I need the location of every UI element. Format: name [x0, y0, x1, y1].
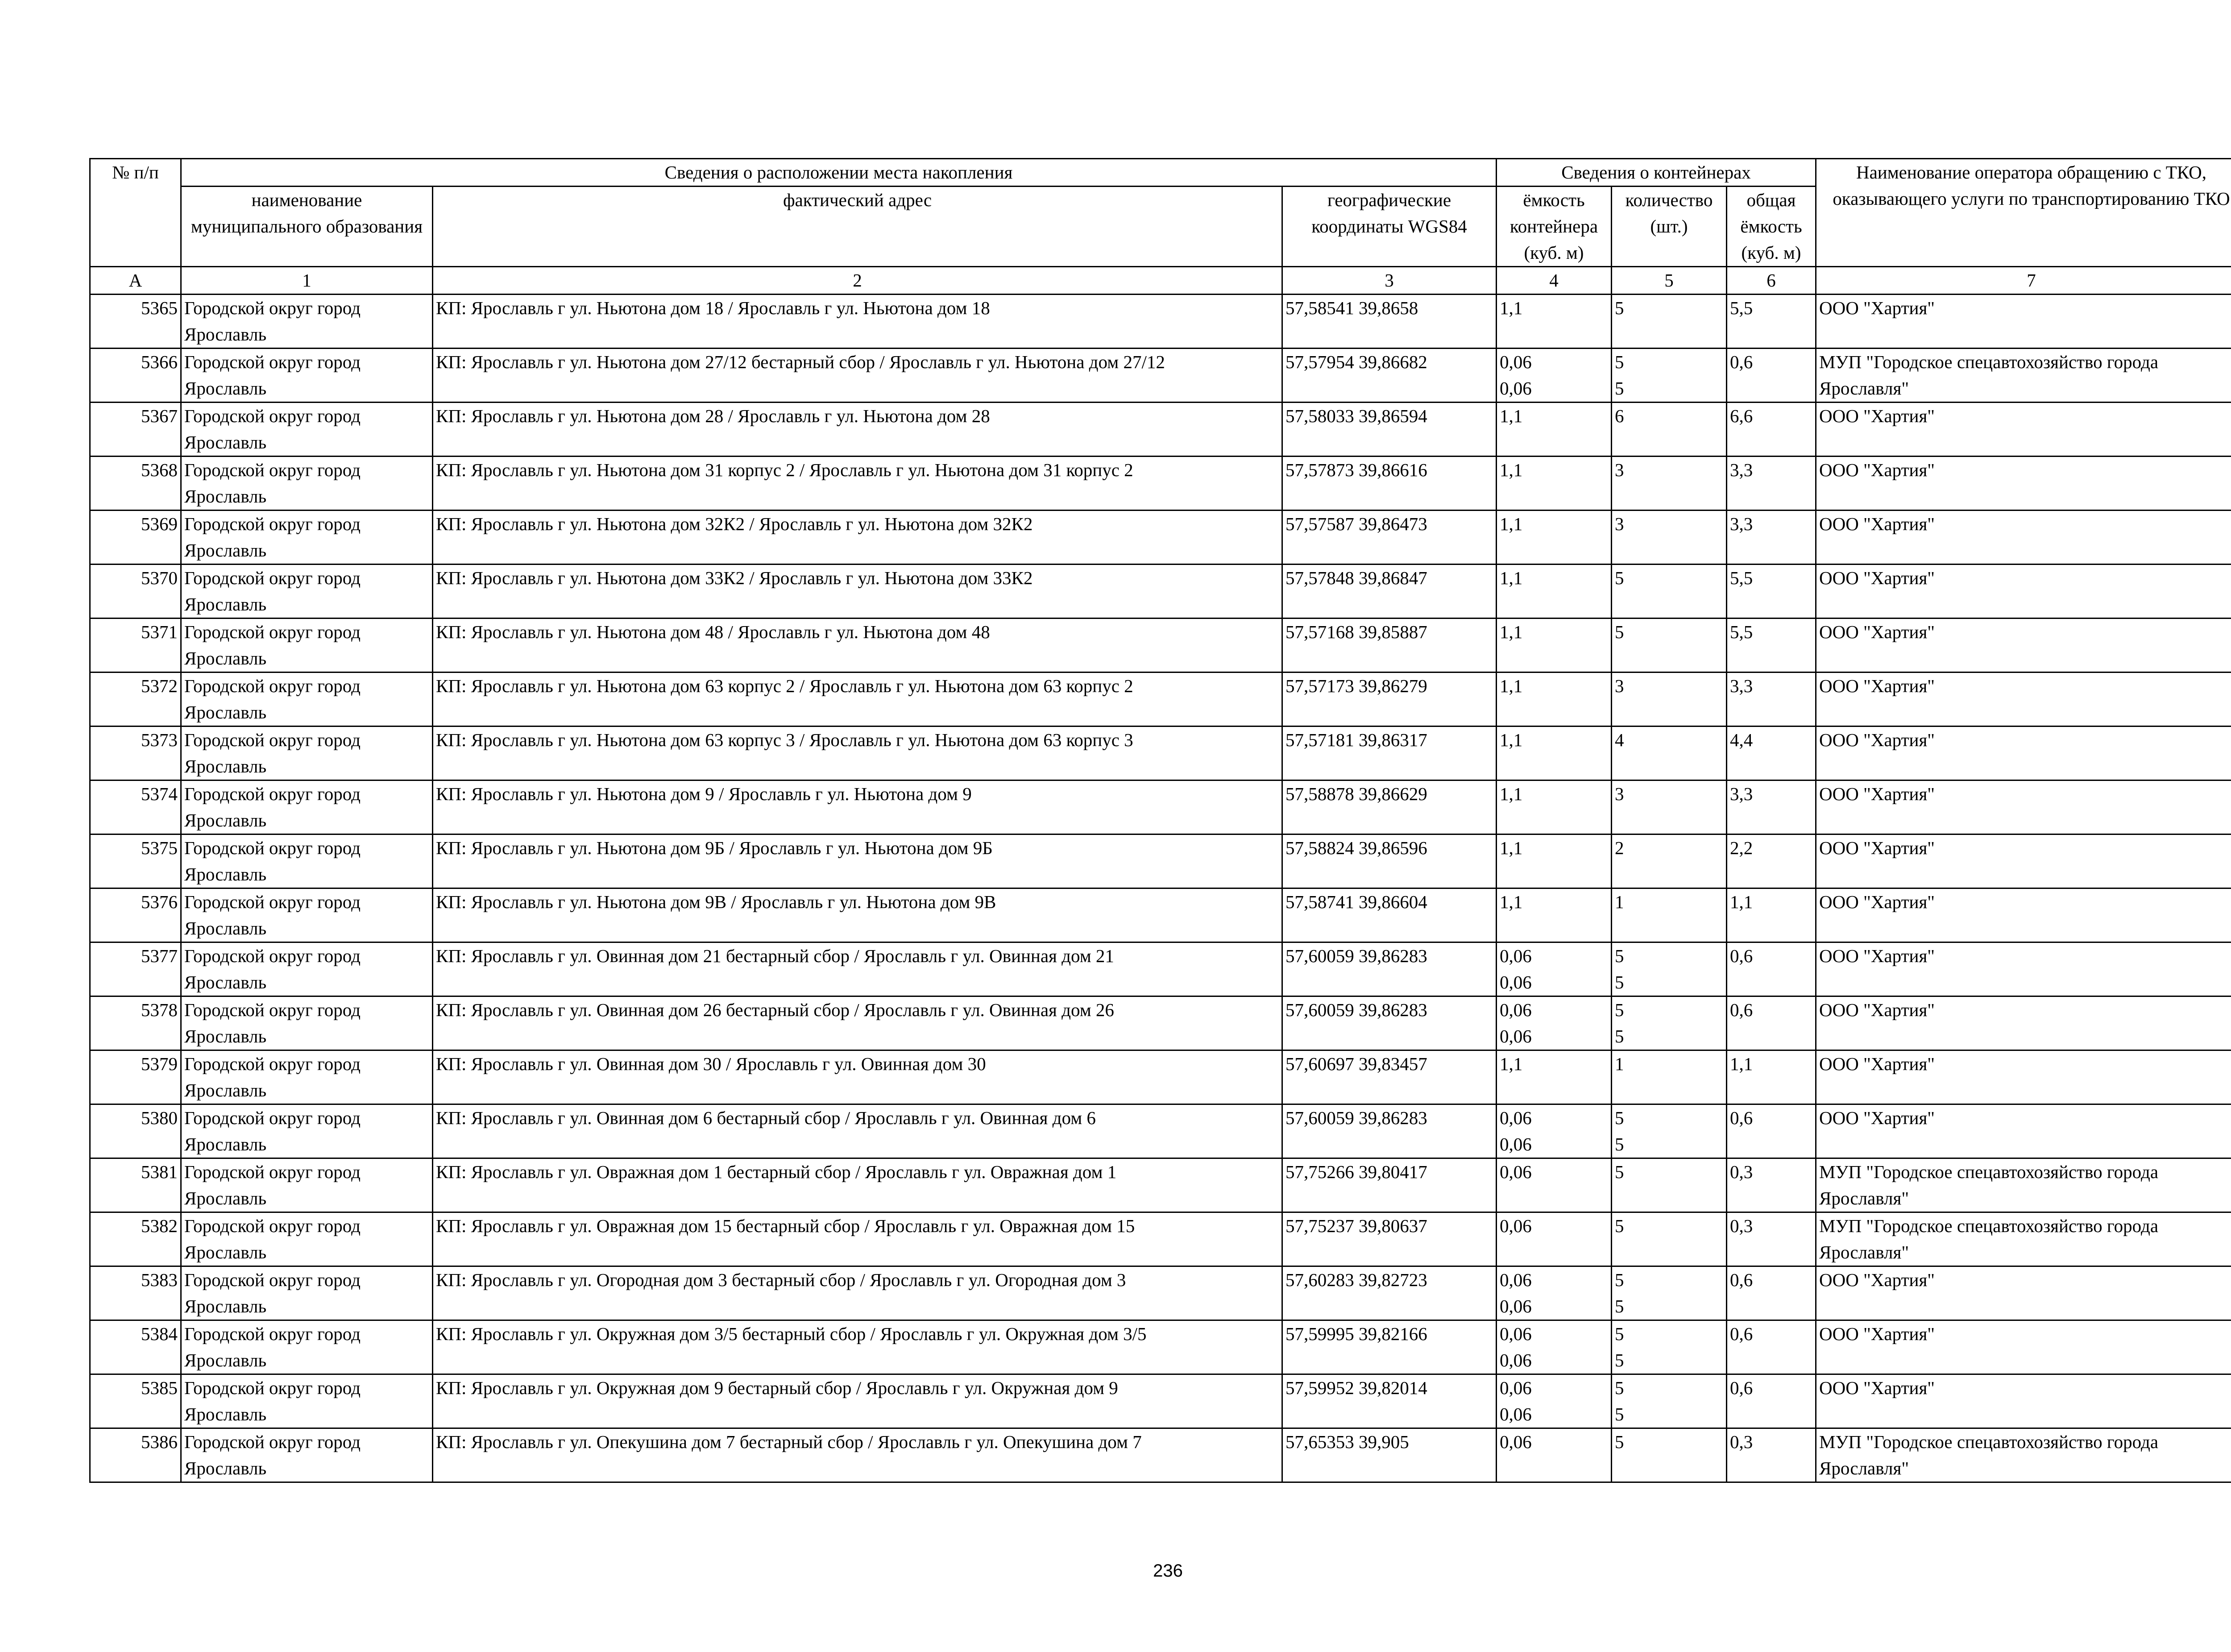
row-number: 5367 — [90, 403, 181, 457]
capacity-cell-value: 0,06 — [1500, 946, 1532, 966]
total-capacity-cell: 0,6 — [1727, 1104, 1816, 1158]
municipality-cell: Городской округ город Ярославль — [181, 349, 433, 403]
capacity-cell — [1497, 888, 1612, 942]
header-location-group: Сведения о расположении места накопления — [181, 159, 1497, 187]
total-capacity-cell: 0,3 — [1727, 1428, 1816, 1482]
count-cell-value: 3 — [1615, 676, 1624, 696]
table-row — [90, 834, 2231, 888]
total-capacity-cell: 0,6 — [1727, 1320, 1816, 1374]
table-row — [90, 1104, 2231, 1158]
table-row — [90, 295, 2231, 349]
count-cell-value: 1 — [1615, 892, 1624, 912]
capacity-cell — [1497, 780, 1612, 834]
municipality-cell: Городской округ город Ярославль — [181, 726, 433, 780]
address-cell: КП: Ярославль г ул. Ньютона дом 9Б / Ярославль г ул. Ньютона дом 9Б — [433, 834, 1282, 888]
row-number: 5375 — [90, 834, 181, 888]
total-capacity-cell: 0,6 — [1727, 942, 1816, 996]
total-capacity-cell: 3,3 — [1727, 780, 1816, 834]
count-cell-value: 5 — [1615, 1404, 1624, 1424]
count-cell — [1612, 511, 1727, 565]
operator-cell: ООО "Хартия" — [1816, 618, 2231, 672]
count-cell-value: 3 — [1615, 514, 1624, 534]
count-cell-value: 2 — [1615, 838, 1624, 858]
capacity-cell-value: 1,1 — [1500, 676, 1523, 696]
table-row — [90, 996, 2231, 1050]
total-capacity-cell: 0,6 — [1727, 1266, 1816, 1320]
operator-cell: ООО "Хартия" — [1816, 1374, 2231, 1428]
capacity-cell — [1497, 1050, 1612, 1104]
count-cell-value: 3 — [1615, 460, 1624, 480]
count-cell — [1612, 726, 1727, 780]
count-cell — [1612, 618, 1727, 672]
operator-cell: ООО "Хартия" — [1816, 511, 2231, 565]
coordinates-cell: 57,57181 39,86317 — [1282, 726, 1497, 780]
coordinates-cell: 57,58741 39,86604 — [1282, 888, 1497, 942]
table-row — [90, 726, 2231, 780]
count-cell-value: 5 — [1615, 622, 1624, 642]
municipality-cell: Городской округ город Ярославль — [181, 1050, 433, 1104]
count-cell — [1612, 1266, 1727, 1320]
table-row — [90, 403, 2231, 457]
header-municipality: наименование муниципального образования — [181, 187, 433, 267]
capacity-cell — [1497, 1266, 1612, 1320]
municipality-cell: Городской округ город Ярославль — [181, 1428, 433, 1482]
row-number: 5384 — [90, 1320, 181, 1374]
capacity-cell-value: 0,06 — [1500, 352, 1532, 372]
count-cell — [1612, 942, 1727, 996]
count-cell-value: 5 — [1615, 1134, 1624, 1154]
column-index: А — [90, 267, 181, 295]
count-cell-value: 5 — [1615, 1000, 1624, 1020]
address-cell: КП: Ярославль г ул. Ньютона дом 27/12 бестарный сбор / Ярославль г ул. Ньютона дом 27/12 — [433, 349, 1282, 403]
municipality-cell: Городской округ город Ярославль — [181, 996, 433, 1050]
row-number: 5368 — [90, 457, 181, 511]
capacity-cell — [1497, 726, 1612, 780]
row-number: 5383 — [90, 1266, 181, 1320]
coordinates-cell: 57,57168 39,85887 — [1282, 618, 1497, 672]
count-cell-value: 5 — [1615, 1324, 1624, 1344]
row-number: 5379 — [90, 1050, 181, 1104]
capacity-cell — [1497, 349, 1612, 403]
municipality-cell: Городской округ город Ярославль — [181, 1374, 433, 1428]
waste-sites-table — [89, 158, 2231, 1483]
municipality-cell: Городской округ город Ярославль — [181, 1320, 433, 1374]
capacity-cell-value: 0,06 — [1500, 972, 1532, 992]
table-row — [90, 1428, 2231, 1482]
table-row — [90, 942, 2231, 996]
address-cell: КП: Ярославль г ул. Окружная дом 9 бестарный сбор / Ярославль г ул. Окружная дом 9 — [433, 1374, 1282, 1428]
capacity-cell — [1497, 1320, 1612, 1374]
municipality-cell: Городской округ город Ярославль — [181, 295, 433, 349]
count-cell-value: 5 — [1615, 1162, 1624, 1182]
address-cell: КП: Ярославль г ул. Ньютона дом 9В / Ярославль г ул. Ньютона дом 9В — [433, 888, 1282, 942]
total-capacity-cell: 0,6 — [1727, 349, 1816, 403]
count-cell — [1612, 834, 1727, 888]
count-cell — [1612, 565, 1727, 618]
capacity-cell — [1497, 457, 1612, 511]
operator-cell: ООО "Хартия" — [1816, 295, 2231, 349]
count-cell-value: 5 — [1615, 378, 1624, 398]
count-cell-value: 1 — [1615, 1054, 1624, 1074]
operator-cell: ООО "Хартия" — [1816, 726, 2231, 780]
count-cell-value: 5 — [1615, 352, 1624, 372]
count-cell — [1612, 888, 1727, 942]
table-row — [90, 457, 2231, 511]
table-row — [90, 511, 2231, 565]
capacity-cell-value: 1,1 — [1500, 1054, 1523, 1074]
table-row — [90, 565, 2231, 618]
capacity-cell-value: 0,06 — [1500, 1404, 1532, 1424]
count-cell — [1612, 403, 1727, 457]
capacity-cell-value: 1,1 — [1500, 730, 1523, 750]
municipality-cell: Городской округ город Ярославль — [181, 888, 433, 942]
header-count: количество (шт.) — [1612, 187, 1727, 267]
address-cell: КП: Ярославль г ул. Ньютона дом 63 корпус 3 / Ярославль г ул. Ньютона дом 63 корпус 3 — [433, 726, 1282, 780]
count-cell-value: 4 — [1615, 730, 1624, 750]
row-number: 5380 — [90, 1104, 181, 1158]
coordinates-cell: 57,59952 39,82014 — [1282, 1374, 1497, 1428]
count-cell-value: 5 — [1615, 1378, 1624, 1398]
header-containers-group: Сведения о контейнерах — [1497, 159, 1816, 187]
row-number: 5385 — [90, 1374, 181, 1428]
capacity-cell-value: 0,06 — [1500, 1108, 1532, 1128]
capacity-cell-value: 1,1 — [1500, 460, 1523, 480]
operator-cell: ООО "Хартия" — [1816, 565, 2231, 618]
total-capacity-cell: 4,4 — [1727, 726, 1816, 780]
total-capacity-cell: 3,3 — [1727, 511, 1816, 565]
coordinates-cell: 57,58541 39,8658 — [1282, 295, 1497, 349]
total-capacity-cell: 3,3 — [1727, 457, 1816, 511]
capacity-cell — [1497, 403, 1612, 457]
address-cell: КП: Ярославль г ул. Овражная дом 1 бестарный сбор / Ярославль г ул. Овражная дом 1 — [433, 1158, 1282, 1212]
capacity-cell-value: 1,1 — [1500, 784, 1523, 804]
operator-cell: МУП "Городское спецавтохозяйство города Ярославля" — [1816, 1428, 2231, 1482]
table-row — [90, 1158, 2231, 1212]
column-index: 2 — [433, 267, 1282, 295]
operator-cell: ООО "Хартия" — [1816, 942, 2231, 996]
address-cell: КП: Ярославль г ул. Ньютона дом 33К2 / Ярославль г ул. Ньютона дом 33К2 — [433, 565, 1282, 618]
coordinates-cell: 57,60283 39,82723 — [1282, 1266, 1497, 1320]
capacity-cell-value: 1,1 — [1500, 514, 1523, 534]
table-row — [90, 780, 2231, 834]
count-cell — [1612, 1104, 1727, 1158]
total-capacity-cell: 0,6 — [1727, 996, 1816, 1050]
capacity-cell — [1497, 834, 1612, 888]
row-number: 5369 — [90, 511, 181, 565]
row-number: 5370 — [90, 565, 181, 618]
table-row — [90, 1050, 2231, 1104]
coordinates-cell: 57,59995 39,82166 — [1282, 1320, 1497, 1374]
coordinates-cell: 57,75266 39,80417 — [1282, 1158, 1497, 1212]
count-cell — [1612, 1320, 1727, 1374]
capacity-cell — [1497, 1374, 1612, 1428]
total-capacity-cell: 1,1 — [1727, 1050, 1816, 1104]
capacity-cell — [1497, 1212, 1612, 1266]
municipality-cell: Городской округ город Ярославль — [181, 565, 433, 618]
capacity-cell-value: 0,06 — [1500, 1296, 1532, 1316]
count-cell — [1612, 780, 1727, 834]
row-number: 5365 — [90, 295, 181, 349]
capacity-cell — [1497, 672, 1612, 726]
count-cell-value: 5 — [1615, 972, 1624, 992]
operator-cell: ООО "Хартия" — [1816, 1320, 2231, 1374]
header-capacity: ёмкость контейнера (куб. м) — [1497, 187, 1612, 267]
coordinates-cell: 57,60697 39,83457 — [1282, 1050, 1497, 1104]
capacity-cell — [1497, 1428, 1612, 1482]
coordinates-cell: 57,57873 39,86616 — [1282, 457, 1497, 511]
count-cell-value: 5 — [1615, 946, 1624, 966]
count-cell — [1612, 295, 1727, 349]
row-number: 5382 — [90, 1212, 181, 1266]
coordinates-cell: 57,58824 39,86596 — [1282, 834, 1497, 888]
address-cell: КП: Ярославль г ул. Овинная дом 30 / Ярославль г ул. Овинная дом 30 — [433, 1050, 1282, 1104]
count-cell — [1612, 1374, 1727, 1428]
count-cell-value: 5 — [1615, 1108, 1624, 1128]
row-number: 5386 — [90, 1428, 181, 1482]
count-cell — [1612, 672, 1727, 726]
capacity-cell-value: 0,06 — [1500, 1134, 1532, 1154]
count-cell — [1612, 1212, 1727, 1266]
count-cell-value: 5 — [1615, 1216, 1624, 1236]
table-row — [90, 1266, 2231, 1320]
coordinates-cell: 57,57848 39,86847 — [1282, 565, 1497, 618]
capacity-cell-value: 0,06 — [1500, 1432, 1532, 1452]
address-cell: КП: Ярославль г ул. Овинная дом 6 бестарный сбор / Ярославль г ул. Овинная дом 6 — [433, 1104, 1282, 1158]
operator-cell: ООО "Хартия" — [1816, 403, 2231, 457]
capacity-cell-value: 0,06 — [1500, 1216, 1532, 1236]
capacity-cell-value: 0,06 — [1500, 1378, 1532, 1398]
header-coords: географические координаты WGS84 — [1282, 187, 1497, 267]
operator-cell: ООО "Хартия" — [1816, 457, 2231, 511]
coordinates-cell: 57,58033 39,86594 — [1282, 403, 1497, 457]
count-cell — [1612, 1428, 1727, 1482]
address-cell: КП: Ярославль г ул. Овинная дом 21 бестарный сбор / Ярославль г ул. Овинная дом 21 — [433, 942, 1282, 996]
table-row — [90, 1320, 2231, 1374]
capacity-cell-value: 1,1 — [1500, 838, 1523, 858]
capacity-cell — [1497, 511, 1612, 565]
capacity-cell-value: 1,1 — [1500, 568, 1523, 588]
row-number: 5376 — [90, 888, 181, 942]
total-capacity-cell: 3,3 — [1727, 672, 1816, 726]
capacity-cell — [1497, 996, 1612, 1050]
column-index: 1 — [181, 267, 433, 295]
capacity-cell — [1497, 942, 1612, 996]
capacity-cell-value: 0,06 — [1500, 378, 1532, 398]
address-cell: КП: Ярославль г ул. Ньютона дом 48 / Ярославль г ул. Ньютона дом 48 — [433, 618, 1282, 672]
capacity-cell-value: 1,1 — [1500, 406, 1523, 426]
row-number: 5371 — [90, 618, 181, 672]
municipality-cell: Городской округ город Ярославль — [181, 457, 433, 511]
count-cell — [1612, 349, 1727, 403]
capacity-cell-value: 0,06 — [1500, 1350, 1532, 1370]
row-number: 5366 — [90, 349, 181, 403]
count-cell-value: 5 — [1615, 1432, 1624, 1452]
table-body — [90, 295, 2231, 1482]
count-cell-value: 5 — [1615, 1296, 1624, 1316]
coordinates-cell: 57,60059 39,86283 — [1282, 942, 1497, 996]
capacity-cell-value: 1,1 — [1500, 298, 1523, 318]
count-cell-value: 5 — [1615, 1026, 1624, 1046]
header-num: № п/п — [90, 159, 181, 267]
table-row — [90, 888, 2231, 942]
operator-cell: МУП "Городское спецавтохозяйство города Ярославля" — [1816, 349, 2231, 403]
address-cell: КП: Ярославль г ул. Огородная дом 3 бестарный сбор / Ярославль г ул. Огородная дом 3 — [433, 1266, 1282, 1320]
municipality-cell: Городской округ город Ярославль — [181, 1158, 433, 1212]
municipality-cell: Городской округ город Ярославль — [181, 403, 433, 457]
coordinates-cell: 57,58878 39,86629 — [1282, 780, 1497, 834]
address-cell: КП: Ярославль г ул. Овражная дом 15 бестарный сбор / Ярославль г ул. Овражная дом 15 — [433, 1212, 1282, 1266]
column-index: 7 — [1816, 267, 2231, 295]
capacity-cell-value: 1,1 — [1500, 892, 1523, 912]
capacity-cell-value: 0,06 — [1500, 1270, 1532, 1290]
capacity-cell-value: 1,1 — [1500, 622, 1523, 642]
row-number: 5378 — [90, 996, 181, 1050]
municipality-cell: Городской округ город Ярославль — [181, 1104, 433, 1158]
table-row — [90, 672, 2231, 726]
capacity-cell-value: 0,06 — [1500, 1324, 1532, 1344]
coordinates-cell: 57,60059 39,86283 — [1282, 1104, 1497, 1158]
capacity-cell — [1497, 1158, 1612, 1212]
address-cell: КП: Ярославль г ул. Опекушина дом 7 бестарный сбор / Ярославль г ул. Опекушина дом 7 — [433, 1428, 1282, 1482]
municipality-cell: Городской округ город Ярославль — [181, 942, 433, 996]
operator-cell: ООО "Хартия" — [1816, 672, 2231, 726]
capacity-cell — [1497, 618, 1612, 672]
address-cell: КП: Ярославль г ул. Ньютона дом 32К2 / Ярославль г ул. Ньютона дом 32К2 — [433, 511, 1282, 565]
capacity-cell-value: 0,06 — [1500, 1000, 1532, 1020]
coordinates-cell: 57,57587 39,86473 — [1282, 511, 1497, 565]
operator-cell: ООО "Хартия" — [1816, 1266, 2231, 1320]
total-capacity-cell: 5,5 — [1727, 565, 1816, 618]
header-row-groups — [90, 159, 2231, 187]
row-number: 5373 — [90, 726, 181, 780]
operator-cell: ООО "Хартия" — [1816, 834, 2231, 888]
column-index: 3 — [1282, 267, 1497, 295]
column-index-row — [90, 267, 2231, 295]
count-cell — [1612, 1158, 1727, 1212]
capacity-cell-value: 0,06 — [1500, 1026, 1532, 1046]
column-index: 5 — [1612, 267, 1727, 295]
capacity-cell — [1497, 1104, 1612, 1158]
row-number: 5381 — [90, 1158, 181, 1212]
header-address: фактический адрес — [433, 187, 1282, 267]
row-number: 5374 — [90, 780, 181, 834]
address-cell: КП: Ярославль г ул. Овинная дом 26 бестарный сбор / Ярославль г ул. Овинная дом 26 — [433, 996, 1282, 1050]
count-cell-value: 5 — [1615, 298, 1624, 318]
table-row — [90, 1374, 2231, 1428]
municipality-cell: Городской округ город Ярославль — [181, 780, 433, 834]
total-capacity-cell: 2,2 — [1727, 834, 1816, 888]
operator-cell: ООО "Хартия" — [1816, 1104, 2231, 1158]
operator-cell: ООО "Хартия" — [1816, 888, 2231, 942]
capacity-cell — [1497, 295, 1612, 349]
municipality-cell: Городской округ город Ярославль — [181, 1266, 433, 1320]
count-cell-value: 3 — [1615, 784, 1624, 804]
count-cell-value: 5 — [1615, 1350, 1624, 1370]
capacity-cell — [1497, 565, 1612, 618]
count-cell-value: 5 — [1615, 568, 1624, 588]
total-capacity-cell: 0,3 — [1727, 1158, 1816, 1212]
operator-cell: МУП "Городское спецавтохозяйство города Ярославля" — [1816, 1212, 2231, 1266]
coordinates-cell: 57,60059 39,86283 — [1282, 996, 1497, 1050]
coordinates-cell: 57,75237 39,80637 — [1282, 1212, 1497, 1266]
row-number: 5372 — [90, 672, 181, 726]
table-row — [90, 618, 2231, 672]
total-capacity-cell: 0,3 — [1727, 1212, 1816, 1266]
table-row — [90, 349, 2231, 403]
total-capacity-cell: 6,6 — [1727, 403, 1816, 457]
count-cell — [1612, 1050, 1727, 1104]
coordinates-cell: 57,57173 39,86279 — [1282, 672, 1497, 726]
column-index: 6 — [1727, 267, 1816, 295]
header-total: общая ёмкость (куб. м) — [1727, 187, 1816, 267]
coordinates-cell: 57,57954 39,86682 — [1282, 349, 1497, 403]
count-cell-value: 5 — [1615, 1270, 1624, 1290]
address-cell: КП: Ярославль г ул. Ньютона дом 18 / Ярославль г ул. Ньютона дом 18 — [433, 295, 1282, 349]
municipality-cell: Городской округ город Ярославль — [181, 511, 433, 565]
operator-cell: ООО "Хартия" — [1816, 780, 2231, 834]
total-capacity-cell: 1,1 — [1727, 888, 1816, 942]
column-index: 4 — [1497, 267, 1612, 295]
count-cell — [1612, 457, 1727, 511]
count-cell — [1612, 996, 1727, 1050]
address-cell: КП: Ярославль г ул. Ньютона дом 31 корпус 2 / Ярославль г ул. Ньютона дом 31 корпус 2 — [433, 457, 1282, 511]
address-cell: КП: Ярославль г ул. Окружная дом 3/5 бестарный сбор / Ярославль г ул. Окружная дом 3/5 — [433, 1320, 1282, 1374]
header-operator: Наименование оператора обращению с ТКО, оказывающего услуги по транспортированию ТКО — [1816, 159, 2231, 267]
coordinates-cell: 57,65353 39,905 — [1282, 1428, 1497, 1482]
municipality-cell: Городской округ город Ярославль — [181, 672, 433, 726]
municipality-cell: Городской округ город Ярославль — [181, 834, 433, 888]
municipality-cell: Городской округ город Ярославль — [181, 1212, 433, 1266]
municipality-cell: Городской округ город Ярославль — [181, 618, 433, 672]
total-capacity-cell: 5,5 — [1727, 618, 1816, 672]
total-capacity-cell: 5,5 — [1727, 295, 1816, 349]
count-cell-value: 6 — [1615, 406, 1624, 426]
address-cell: КП: Ярославль г ул. Ньютона дом 63 корпус 2 / Ярославль г ул. Ньютона дом 63 корпус 2 — [433, 672, 1282, 726]
operator-cell: МУП "Городское спецавтохозяйство города Ярославля" — [1816, 1158, 2231, 1212]
capacity-cell-value: 0,06 — [1500, 1162, 1532, 1182]
table-row — [90, 1212, 2231, 1266]
address-cell: КП: Ярославль г ул. Ньютона дом 28 / Ярославль г ул. Ньютона дом 28 — [433, 403, 1282, 457]
total-capacity-cell: 0,6 — [1727, 1374, 1816, 1428]
operator-cell: ООО "Хартия" — [1816, 996, 2231, 1050]
page-number: 236 — [1153, 1561, 1183, 1581]
address-cell: КП: Ярославль г ул. Ньютона дом 9 / Ярославль г ул. Ньютона дом 9 — [433, 780, 1282, 834]
row-number: 5377 — [90, 942, 181, 996]
operator-cell: ООО "Хартия" — [1816, 1050, 2231, 1104]
